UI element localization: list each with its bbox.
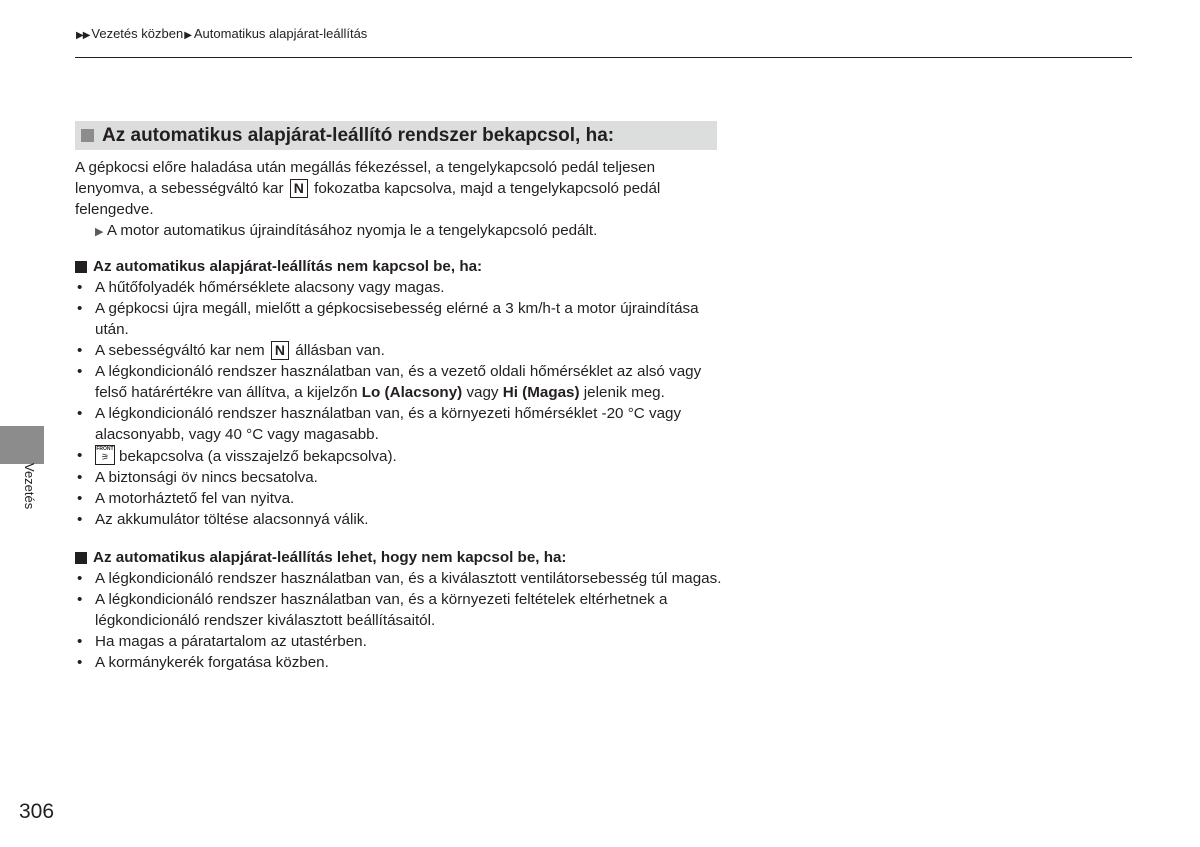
heading-square-icon <box>75 552 87 564</box>
list-item: • A hűtőfolyadék hőmérséklete alacsony vagy magas. <box>77 279 445 296</box>
breadcrumb-arrow-icon: ▶▶ <box>76 30 90 41</box>
gear-n-key-icon: N <box>271 341 289 360</box>
may-not-engage-list <box>75 568 725 673</box>
intro-paragraph: A gépkocsi előre haladása után megállás fékezéssel, a tengelykapcsoló pedál teljesen lenyomva, a sebességváltó kar N fokozatba kapcsolva, majd a tengelykapcsoló pedál felengedve. <box>75 159 661 218</box>
list-item: • Ha magas a páratartalom az utastérben. <box>77 633 367 650</box>
list-item: • A légkondicionáló rendszer használatban van, és a vezető oldali hőmérséklet az alsó vagy felső határértékre van állítva, a kijelzőn Lo (Alacsony) vagy Hi (Magas) jelenik meg. <box>77 363 702 401</box>
gear-n-key-icon: N <box>290 179 308 198</box>
list-item: • A biztonsági öv nincs becsatolva. <box>77 469 318 486</box>
breadcrumb-item-vezetes-kozben[interactable]: Vezetés közben <box>91 26 184 41</box>
list-item: • FRONT ⚞ bekapcsolva (a visszajelző bekapcsolva). <box>77 446 397 465</box>
list-item: • Az akkumulátor töltése alacsonnyá válik. <box>77 511 369 528</box>
list-item: • A gépkocsi újra megáll, mielőtt a gépkocsisebesség elérné a 3 km/h-t a motor újraindítása után. <box>77 300 699 338</box>
breadcrumb <box>76 26 367 41</box>
list-item: • A motorháztető fel van nyitva. <box>77 490 295 507</box>
not-engage-heading: Az automatikus alapjárat-leállítás nem kapcsol be, ha: <box>75 256 725 277</box>
may-not-engage-heading: Az automatikus alapjárat-leállítás lehet, hogy nem kapcsol be, ha: <box>75 547 725 568</box>
list-item: • A légkondicionáló rendszer használatban van, és a környezeti feltételek eltérhetnek a légkondicionáló rendszer kiválasztott beállításaitól. <box>77 591 668 629</box>
front-defroster-icon: FRONT ⚞ <box>95 445 115 465</box>
breadcrumb-item-auto-idle-stop[interactable]: Automatikus alapjárat-leállítás <box>193 26 368 41</box>
restart-note: ▶ A motor automatikus újraindításához nyomja le a tengelykapcsoló pedált. <box>95 222 598 239</box>
breadcrumb-separator-icon: ▶ <box>184 30 192 41</box>
header-divider <box>75 57 1132 58</box>
list-item: • A sebességváltó kar nem N állásban van. <box>77 342 385 359</box>
chapter-tab-label: Vezetés <box>22 463 37 510</box>
section-square-icon <box>81 129 94 142</box>
note-arrow-icon: ▶ <box>95 226 104 238</box>
page-number: 306 <box>19 800 55 823</box>
not-engage-list <box>75 277 725 530</box>
main-content <box>75 157 725 673</box>
list-item: • A légkondicionáló rendszer használatban van, és a környezeti hőmérséklet -20 °C vagy alacsonyabb, vagy 40 °C vagy magasabb. <box>77 405 682 443</box>
list-item: • A légkondicionáló rendszer használatban van, és a kiválasztott ventilátorsebesség túl magas. <box>77 570 722 587</box>
heading-square-icon <box>75 261 87 273</box>
section-title: Az automatikus alapjárat-leállító rendszer bekapcsol, ha: <box>102 124 615 146</box>
section-heading-band <box>75 121 717 150</box>
list-item: • A kormánykerék forgatása közben. <box>77 654 329 671</box>
chapter-tab[interactable] <box>0 426 44 464</box>
